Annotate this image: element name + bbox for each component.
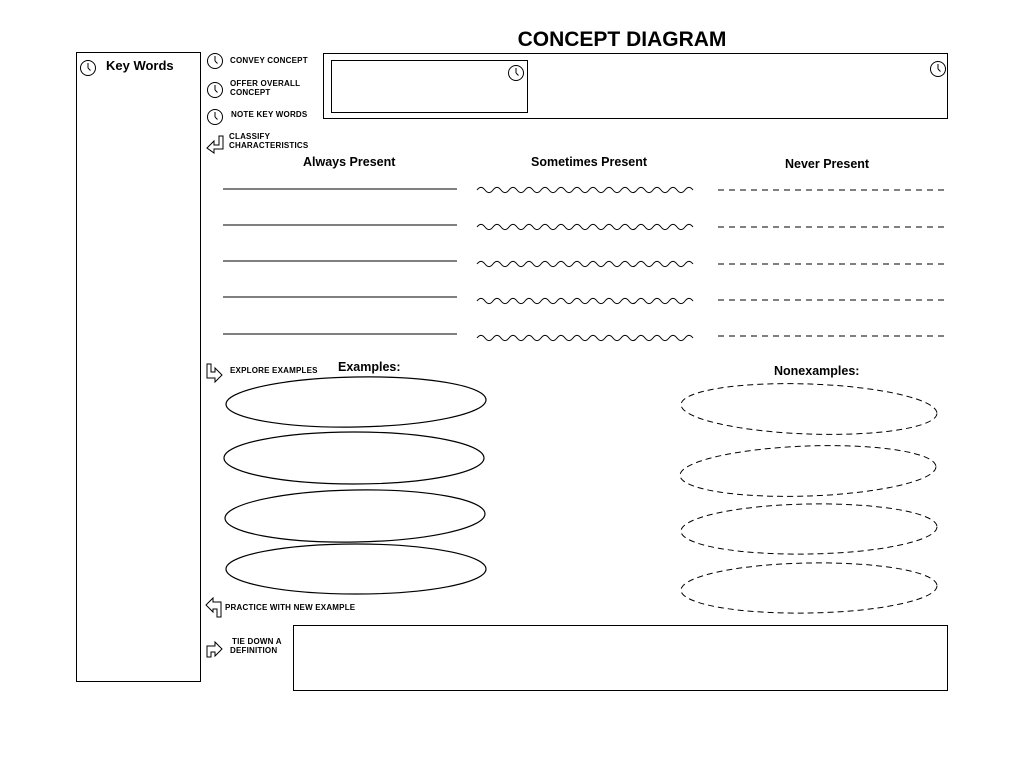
step-convey-concept: CONVEY CONCEPT [230,56,308,65]
sometimes-present-heading: Sometimes Present [531,155,648,169]
key-words-label: Key Words [106,58,174,73]
example-ellipse[interactable] [226,375,487,430]
sometimes-line[interactable] [477,298,693,303]
always-present-heading: Always Present [303,155,396,169]
offer-clock-icon [208,83,223,98]
step-practice: PRACTICE WITH NEW EXAMPLE [225,603,356,612]
step-tie-down-line2: DEFINITION [230,646,278,655]
example-ellipse[interactable] [224,432,484,484]
step-classify-line2: CHARACTERISTICS [229,141,309,150]
example-ellipse[interactable] [226,544,486,594]
concept-box-clock-icon [931,62,946,77]
step-offer-overall-line1: OFFER OVERALL [230,79,301,88]
sometimes-line[interactable] [477,261,693,266]
examples-ellipses [224,375,486,594]
note-clock-icon [208,110,223,125]
nonexample-ellipse[interactable] [680,380,938,439]
tie-down-arrow-icon [207,642,222,657]
sometimes-line[interactable] [477,187,693,192]
nonexamples-heading: Nonexamples: [774,364,860,378]
convey-clock-icon [208,54,223,69]
step-note-key-words: NOTE KEY WORDS [231,110,308,119]
always-present-lines [223,189,457,334]
concept-name-clock-icon [509,66,524,81]
key-words-clock-icon [81,61,96,76]
nonexample-ellipse[interactable] [681,502,938,556]
sometimes-line[interactable] [477,335,693,340]
never-present-lines [718,190,946,336]
nonexamples-ellipses [679,380,938,616]
step-tie-down-line1: TIE DOWN A [232,637,282,646]
page-title: CONCEPT DIAGRAM [517,28,727,51]
step-offer-overall-line2: CONCEPT [230,88,271,97]
step-classify-line1: CLASSIFY [229,132,271,141]
explore-arrow-icon [207,364,222,382]
practice-arrow-icon [206,598,221,617]
nonexample-ellipse[interactable] [681,561,938,615]
example-ellipse[interactable] [225,488,486,545]
sometimes-present-lines [477,187,693,340]
never-present-heading: Never Present [785,157,870,171]
nonexample-ellipse[interactable] [679,442,937,501]
sometimes-line[interactable] [477,224,693,229]
examples-heading: Examples: [338,360,401,374]
step-explore-examples: EXPLORE EXAMPLES [230,366,318,375]
classify-arrow-icon [207,136,223,153]
